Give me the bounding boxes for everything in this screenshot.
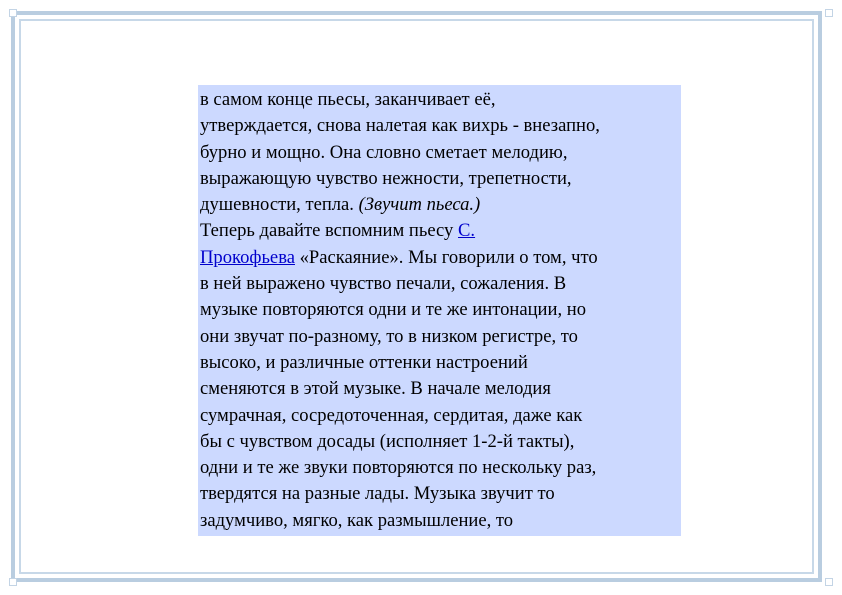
text-line: в ней выражено чувство печали, сожаления. В — [200, 273, 567, 295]
text-line: сумрачная, сосредоточенная, сердитая, даже как — [200, 404, 583, 426]
stage-direction: (Звучит пьеса.) — [358, 194, 481, 216]
text-line: твердятся на разные лады. Музыка звучит то — [200, 483, 555, 505]
composer-link-part1[interactable]: С. — [458, 220, 476, 242]
text-line: в самом конце пьесы, заканчивает её, — [200, 89, 496, 110]
frame-corner-top-left — [9, 9, 17, 17]
text-segment: «Раскаяние». Мы говорили о том, что — [294, 246, 598, 268]
text-line: задумчиво, мягко, как размышление, то — [200, 509, 514, 531]
text-line: бы с чувством досады (исполняет 1-2-й такты), — [200, 430, 575, 452]
text-segment: Теперь давайте вспомним пьесу — [200, 220, 459, 242]
text-line: утверждается, снова налетая как вихрь - внезапно, — [200, 115, 600, 137]
text-line-with-link — [200, 218, 681, 244]
text-line-with-link — [200, 245, 681, 271]
text-line: одни и те же звуки повторяются по нескольку раз, — [200, 457, 597, 479]
text-line: музыке повторяются одни и те же интонации, но — [200, 299, 586, 321]
frame-corner-top-right — [825, 9, 833, 17]
text-segment: душевности, тепла. — [200, 194, 359, 216]
text-line: бурно и мощно. Она словно сметает мелодию, — [200, 141, 568, 163]
text-line: высоко, и различные оттенки настроений — [200, 351, 528, 373]
frame-corner-bottom-right — [825, 578, 833, 586]
composer-link-part2[interactable]: Прокофьева — [200, 246, 295, 268]
text-line: сменяются в этой музыке. В начале мелодия — [200, 378, 551, 400]
text-line: они звучат по-разному, то в низком регистре, то — [200, 325, 578, 347]
text-block — [198, 85, 681, 536]
frame-corner-bottom-left — [9, 578, 17, 586]
text-line-with-note — [200, 192, 681, 218]
text-line: выражающую чувство нежности, трепетности, — [200, 167, 572, 189]
